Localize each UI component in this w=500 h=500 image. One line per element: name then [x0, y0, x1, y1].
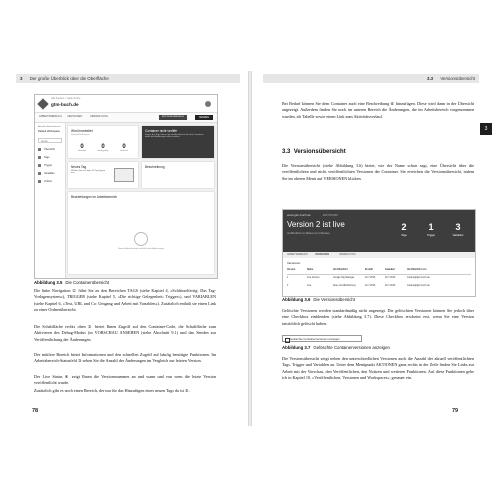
count-label: Tags [401, 234, 407, 237]
heading-number: 3.3 [282, 149, 291, 155]
tab-admin: VERWALTUNG [339, 253, 356, 256]
empty-state-text: Dieser Arbeitsbereich enthält keine Änderungen [117, 248, 165, 250]
body-paragraph: Gelöschte Versionen werden standardmäßig nicht angezeigt. Die gelöschten Versionen können Sie jedoch über eine Checkbox einblenden (siehe Abbildung 3.7). Diese Checkbox erscheint erst, wenn Sie eine Version tatsächlich gelöscht haben. [282, 308, 474, 326]
variable-icon [38, 172, 41, 175]
metric-label: Gelöscht [120, 150, 128, 152]
heading-title: Versionsübersicht [293, 149, 346, 155]
figure-caption-text: Die Versionsübersicht [313, 297, 355, 302]
body-paragraph: Zusätzlich gibt es noch einen Bereich, der nur für das Hinzufügen eines neuen Tags da ist ⑤. [34, 388, 190, 393]
table-cell: 22.7.2016 [385, 285, 396, 287]
sidebar-item-tags [38, 156, 49, 159]
version-header [283, 210, 475, 252]
card-text: Fügen Sie Tags hinzu und veröffentlichen Sie den Container, damit die Änderungen aktiv werden [145, 134, 204, 138]
tab-workspace: ARBEITSBEREICH [287, 253, 308, 256]
table-cell: Neue Veröffentlichung [333, 285, 356, 287]
count-value: 1 [428, 222, 434, 232]
workspace-changes-card [68, 192, 214, 274]
count-tags [391, 220, 417, 246]
sidebar-item-label: Variablen [44, 172, 55, 176]
submit-button: SENDEN [195, 115, 213, 120]
metric-modified [72, 144, 92, 152]
versions-table-header [287, 268, 471, 275]
table-cell: 2 [287, 285, 289, 287]
page-number: 78 [32, 408, 39, 414]
metric-added [93, 144, 113, 152]
checkbox-label: Gelöschte Containerversionen anzeigen [290, 337, 340, 341]
tab-workspace: ARBEITSBEREICH [39, 115, 62, 118]
count-triggers [418, 220, 444, 246]
figure-label: Abbildung 3.5 [34, 280, 63, 285]
search-field: Suche [38, 138, 62, 143]
sidebar-item-folders [38, 180, 52, 183]
live-status-card [142, 126, 214, 158]
card-subtitle: Default Workspace [71, 134, 90, 136]
version-overview-screenshot [282, 209, 476, 297]
table-cell: 1 [287, 277, 289, 279]
versions-section-label: Versionen [287, 261, 301, 265]
book-spread [0, 71, 500, 426]
table-cell: markus@gtm-buch.de [407, 277, 430, 279]
show-deleted-versions-checkbox [282, 335, 362, 342]
metric-deleted [114, 144, 134, 152]
body-paragraph: Der mittlere Bereich bietet Informationen und den schnellen Zugriff auf häufig benötigte Funktionen. Im Arbeitsbereich-Statusfeld ③ sehen Sie die Anzahl der Änderungen im Vergleich zur letzten Version. [34, 352, 216, 364]
metric-label: Geändert [77, 150, 87, 152]
body-paragraph: Die Versionsübersicht (siehe Abbildung 3.6) bietet, wie der Name schon sagt, eine Übersicht über die veröffentlichten und nicht veröffentlichten Versionen der Container. Sie erreichen die Versionsübersicht, indem Sie im oberen Menü auf VERSIONEN klicken. [282, 163, 474, 181]
chapter-title: Der große Überblick über die Oberfläche [29, 76, 109, 81]
sidebar-item-overview [38, 148, 55, 151]
new-tag-illustration-icon [114, 168, 134, 182]
workspace-label: Aktueller Arbeitsbereich [38, 126, 61, 128]
sidebar-item-label: Übersicht [44, 148, 55, 152]
chapter-number: 3 [20, 76, 23, 81]
table-cell: 22.7.2016 [365, 277, 376, 279]
gtm-tab-bar [35, 113, 217, 123]
count-label: Trigger [426, 234, 436, 237]
live-version-meta: Veröffentlicht von Markus vor 2 Monaten [287, 232, 330, 235]
tag-icon [38, 156, 41, 159]
container-overview-screenshot [34, 94, 218, 279]
column-header: Version [287, 269, 296, 271]
gtm-sidebar [35, 123, 66, 278]
gtm-header [35, 95, 217, 113]
count-variables [445, 220, 471, 246]
description-card [142, 162, 214, 188]
figure-caption [282, 345, 390, 350]
left-page [0, 71, 248, 426]
figure-label: Abbildung 3.7 [282, 345, 311, 350]
tab-admin: VERWALTUNG [90, 115, 108, 118]
live-version-title: Version 2 ist live [287, 220, 345, 229]
workspace-name: Default Workspace [38, 130, 60, 133]
section-title: Versionsübersicht [440, 76, 475, 81]
page-number: 79 [452, 408, 459, 414]
sidebar-item-variables [38, 172, 55, 175]
left-running-head [16, 74, 240, 83]
section-number: 3.3 [427, 76, 434, 81]
container-name: gtm-buch.de [51, 102, 79, 107]
metric-label: Hinzugefügt [97, 150, 109, 152]
tab-versions: VERSIONEN [67, 115, 83, 118]
tab-versions: VERSIONEN [315, 253, 330, 256]
card-title: Container nicht veröffe [145, 129, 178, 133]
metric-value: 0 [122, 144, 126, 150]
count-value: 3 [455, 222, 461, 232]
breadcrumb: Alle Konten > Mein Konto [51, 97, 81, 100]
sidebar-item-triggers [38, 164, 52, 167]
container-host: www.gtm-buch.de [287, 213, 311, 217]
body-paragraph: Die Versionsübersicht zeigt neben den unterschiedlichen Versionen auch die Anzahl der aktuell veröffentlichten Tags, Trigger und Variablen an. Unter dem Menüpunkt AKTIONEN ganz rechts in der Zeile finden Sie Links zur Arbeit mit der Vorschau, den Veröffentlichen, den Notizen und weiteren Funktionen. Auf diese Funktionen gehe ich in Kapitel 10, »Veröffentlichen, Versionen und Workspaces«, genauer ein. [282, 356, 474, 381]
folder-icon [38, 180, 41, 183]
count-label: Variablen [452, 234, 464, 237]
account-avatar-icon [205, 101, 211, 107]
figure-caption-text: Die Containerübersicht [65, 280, 110, 285]
sidebar-item-label: Trigger [44, 164, 53, 168]
new-tag-card [68, 162, 138, 188]
checkbox-icon [285, 338, 290, 343]
column-header: Name [307, 269, 314, 271]
sidebar-item-label: Tags [44, 156, 50, 160]
table-row [287, 284, 471, 290]
workspace-status-card [68, 126, 138, 158]
empty-state-icon [134, 232, 148, 246]
column-header: Geändert [385, 269, 396, 271]
card-title: Neues Tag [71, 165, 87, 169]
container-subtitle: ENTWURF [323, 213, 338, 217]
body-paragraph: Die linke Navigation ① führt Sie zu den Bereichen TAGS (siehe Kapitel 4, »Schlüsselfertig: Das Tag-Vorlagensystem«), TRIGGER (siehe Kapitel 5, »Die richtige Gelegenheit: Trigger«), und VARIABLEN (siehe Kapitel 6, »Text, URL und Co: Umgang und Arbeit mit Variablen«). Zusätzlich enthält sie einen Link zu einer Ordnerübersicht. [34, 288, 216, 313]
figure-label: Abbildung 3.6 [282, 297, 311, 302]
table-cell: markus@gtm-buch.de [407, 285, 430, 287]
table-cell: Google Tag Manager [333, 277, 355, 279]
column-header: Erstellt [365, 269, 373, 271]
table-row [287, 276, 471, 282]
chapter-thumb-tab: 3 [480, 123, 492, 135]
column-header: Veröffentlicht [333, 269, 348, 271]
overview-icon [38, 148, 41, 151]
change-metrics [72, 144, 134, 154]
card-title: Bearbeitungen im Arbeitsbereich [71, 195, 118, 199]
sidebar-item-label: Ordner [44, 180, 53, 184]
gtm-main-area [68, 126, 214, 276]
metric-value: 0 [101, 144, 105, 150]
figure-caption-text: Gelöschte Containerversionen anzeigen [313, 345, 390, 350]
section-heading [282, 149, 346, 155]
trigger-icon [38, 164, 41, 167]
card-title: Beschreibung [145, 165, 165, 169]
figure-caption [34, 280, 109, 285]
table-cell: Live [307, 285, 312, 287]
body-paragraph: Der Live Status ④ zeigt Ihnen die Versionsnummer an und wann und von wem die letzte Version veröffentlicht wurde. [34, 374, 216, 386]
table-cell: 22.7.2016 [385, 277, 396, 279]
gtm-logo-icon [37, 98, 48, 109]
column-header: Veröffentlicht von [407, 269, 427, 271]
table-cell: Live Version [307, 277, 320, 279]
card-text: Wählen Sie aus über 50 Tag-Typen aus [71, 170, 106, 174]
card-title: Wird bearbeitet [71, 129, 93, 133]
body-paragraph: Bei Bedarf können Sie dem Container auch eine Beschreibung ⑥ hinzufügen. Diese wird dann in der Übersicht angezeigt. Außerdem finden Sie noch im unteren Bereich die Änderungen, die im Arbeitsbereich vorgenommen wurden, als Tabelle sowie einen Link zum Aktivitätsverlauf. [282, 101, 474, 119]
count-value: 2 [401, 222, 407, 232]
right-running-head [263, 74, 479, 83]
workspace-status-badge: ENTWURFSBEREICH [159, 115, 187, 120]
table-cell: 22.7.2016 [365, 285, 376, 287]
figure-caption [282, 297, 355, 302]
metric-value: 0 [80, 144, 84, 150]
version-tab-bar [283, 252, 475, 258]
body-paragraph: Die Schaltfläche rechts oben ② bietet Ihnen Zugriff auf den Container-Code, die Schaltfläche zum Aktivieren des Debug-Modus (in VORSCHAU ANSEHEN (siehe Abschnitt 9.1) und das Senden zur Veröffentlichung der Änderungen. [34, 324, 216, 342]
